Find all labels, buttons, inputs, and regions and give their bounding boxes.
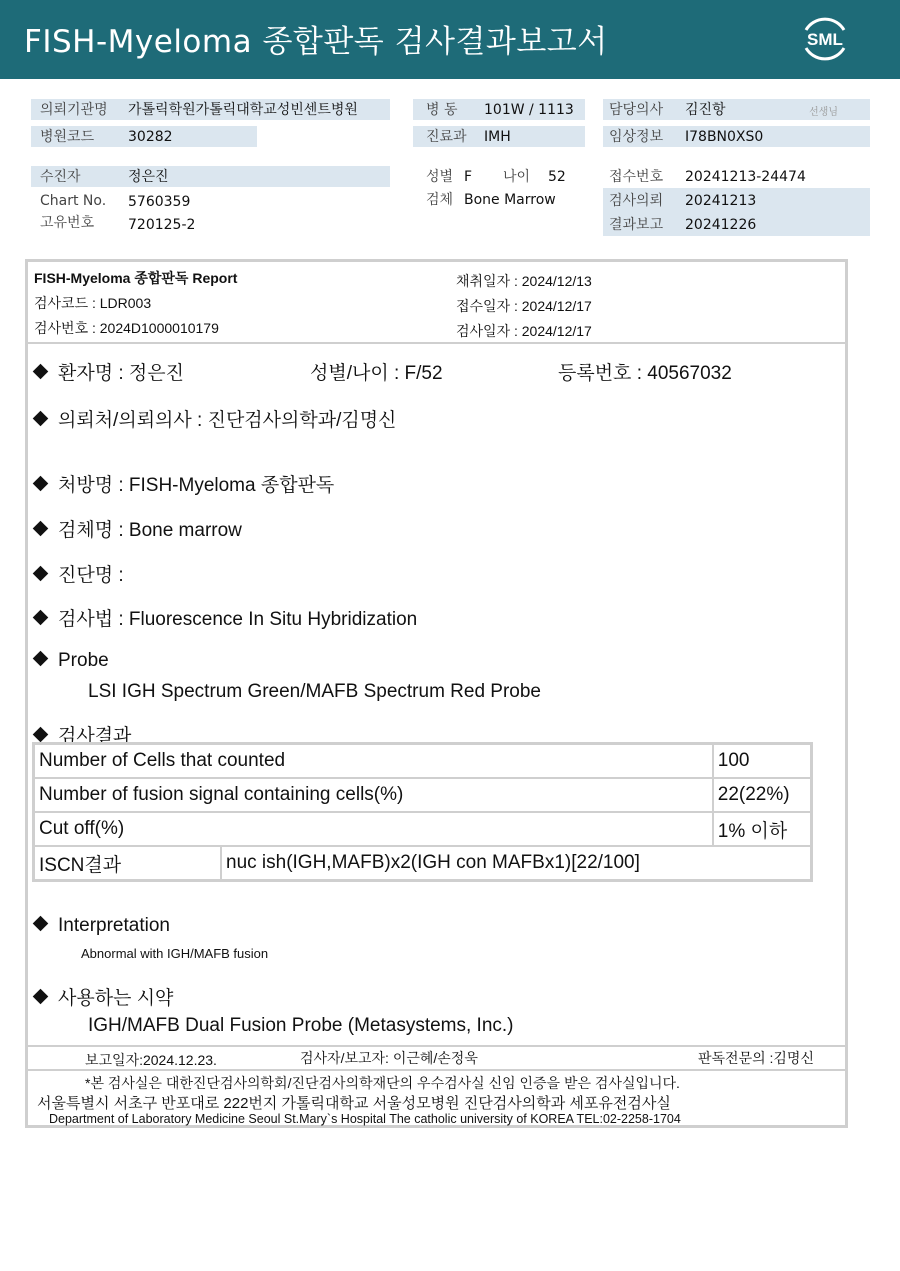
- lab-address: 서울특별시 서초구 반포대로 222번지 가톨릭대학교 서울성모병원 진단검사의학과 세포유전검사실: [37, 1095, 671, 1112]
- table-row: [34, 744, 812, 779]
- referrer-line: [35, 405, 396, 432]
- report-title: FISH-Myeloma 종합판독 Report: [34, 270, 238, 286]
- reception-no-value: 20241213-24474: [685, 169, 806, 185]
- sml-logo-icon: [798, 12, 852, 64]
- result-label-cell: Cut off(%): [34, 812, 713, 846]
- dept-label: 진료과: [426, 129, 467, 145]
- diagnosis-text: 진단명 :: [58, 565, 124, 586]
- bullet-diamond-icon: [33, 651, 49, 667]
- reg-no-text: 등록번호 : 40567032: [558, 363, 732, 384]
- patient-label: 수진자: [40, 169, 81, 185]
- test-number: 검사번호 : 2024D1000010179: [34, 320, 219, 336]
- doctor-value: 김진항: [685, 102, 726, 118]
- consultant: 판독전문의 :김명신: [698, 1050, 814, 1066]
- hospital-code-label: 병원코드: [40, 129, 95, 145]
- table-row: [34, 846, 812, 881]
- patient-name-line: [35, 358, 184, 385]
- age-value: 52: [548, 169, 566, 185]
- logo-text: SML: [807, 30, 843, 49]
- specimen-line: [35, 515, 242, 542]
- prescription-line: [35, 470, 334, 497]
- reagent-value: IGH/MAFB Dual Fusion Probe (Metasystems, Inc.): [88, 1015, 514, 1036]
- ward-value: 101W / 1113: [484, 102, 574, 118]
- institution-value: 가톨릭학원가톨릭대학교성빈센트병원: [128, 102, 358, 118]
- patient-name-text: 환자명 : 정은진: [58, 363, 184, 384]
- result-label: 결과보고: [609, 217, 664, 233]
- department-english: Department of Laboratory Medicine Seoul St.Mary`s Hospital The catholic university of KOREA TEL:02-2258-1704: [49, 1112, 681, 1126]
- bullet-diamond-icon: [33, 476, 49, 492]
- bullet-diamond-icon: [33, 916, 49, 932]
- receipt-date: 접수일자 : 2024/12/17: [456, 298, 592, 314]
- report-header-divider: [27, 342, 847, 344]
- iscn-value-cell: nuc ish(IGH,MAFB)x2(IGH con MAFBx1)[22/100]: [221, 846, 812, 881]
- table-row: [34, 812, 812, 846]
- method-text: 검사법 : Fluorescence In Situ Hybridization: [58, 609, 418, 630]
- clinical-label: 임상정보: [609, 129, 664, 145]
- referrer-text: 의뢰처/의뢰의사 : 진단검사의학과/김명신: [58, 410, 397, 431]
- reception-no-label: 접수번호: [609, 169, 664, 185]
- report-date: 보고일자:2024.12.23.: [85, 1052, 217, 1068]
- collect-date: 채취일자 : 2024/12/13: [456, 273, 592, 289]
- certification-note: *본 검사실은 대한진단검사의학회/진단검사의학재단의 우수검사실 신임 인증을 받은 검사실입니다.: [85, 1075, 680, 1091]
- result-value-cell: 1% 이하: [713, 812, 812, 846]
- age-label: 나이: [503, 169, 531, 185]
- probe-title: Probe: [58, 650, 109, 671]
- chart-value: 5760359: [128, 194, 191, 210]
- specimen-text: 검체명 : Bone marrow: [58, 520, 242, 541]
- result-value-cell: 100: [713, 744, 812, 779]
- doctor-suffix: 선생님: [809, 107, 838, 118]
- id-label: 고유번호: [40, 215, 95, 231]
- bullet-diamond-icon: [33, 566, 49, 582]
- examiner: 검사자/보고자: 이근혜/손정욱: [300, 1050, 478, 1066]
- exam-date: 검사일자 : 2024/12/17: [456, 323, 592, 339]
- bullet-diamond-icon: [33, 727, 49, 743]
- diagnosis-line: [35, 560, 124, 587]
- header-bar: [0, 0, 900, 79]
- patient-value: 정은진: [128, 169, 169, 185]
- test-code: 검사코드 : LDR003: [34, 295, 152, 311]
- bullet-diamond-icon: [33, 610, 49, 626]
- result-label-cell: Number of fusion signal containing cells(%): [34, 778, 713, 812]
- dept-value: IMH: [484, 129, 511, 145]
- clinical-value: I78BN0XS0: [685, 129, 764, 145]
- patient-band: [31, 166, 390, 187]
- id-value: 720125-2: [128, 217, 196, 233]
- request-value: 20241213: [685, 193, 757, 209]
- doctor-label: 담당의사: [609, 102, 664, 118]
- reagent-title: 사용하는 시약: [58, 988, 174, 1009]
- page-title: FISH-Myeloma 종합판독 검사결과보고서: [24, 24, 608, 60]
- hospital-code-value: 30282: [128, 129, 173, 145]
- bullet-diamond-icon: [33, 521, 49, 537]
- interpretation-title: Interpretation: [58, 915, 170, 936]
- interpretation-line: [35, 915, 170, 937]
- method-line: [35, 604, 417, 631]
- bullet-diamond-icon: [33, 411, 49, 427]
- results-title: 검사결과: [58, 726, 132, 747]
- table-row: [34, 778, 812, 812]
- interpretation-value: Abnormal with IGH/MAFB fusion: [81, 946, 269, 961]
- prescription-text: 처방명 : FISH-Myeloma 종합판독: [58, 475, 335, 496]
- bullet-diamond-icon: [33, 364, 49, 380]
- probe-value: LSI IGH Spectrum Green/MAFB Spectrum Red Probe: [88, 681, 542, 702]
- sex-age-text: 성별/나이 : F/52: [310, 363, 443, 384]
- result-label-cell: Number of Cells that counted: [34, 744, 713, 779]
- report-footer-divider: [27, 1045, 847, 1047]
- specimen-value: Bone Marrow: [464, 192, 556, 208]
- results-table: [32, 742, 813, 882]
- sex-label: 성별: [426, 169, 454, 185]
- result-value-cell: 22(22%): [713, 778, 812, 812]
- iscn-label-cell: ISCN결과: [34, 846, 222, 881]
- bullet-diamond-icon: [33, 989, 49, 1005]
- ward-label: 병 동: [426, 102, 458, 118]
- request-label: 검사의뢰: [609, 193, 664, 209]
- chart-label: Chart No.: [40, 193, 107, 209]
- result-value: 20241226: [685, 217, 757, 233]
- institution-label: 의뢰기관명: [40, 102, 108, 118]
- reagent-line: [35, 983, 173, 1010]
- specimen-label: 검체: [426, 192, 454, 208]
- sex-value: F: [464, 169, 473, 185]
- probe-line: [35, 650, 109, 672]
